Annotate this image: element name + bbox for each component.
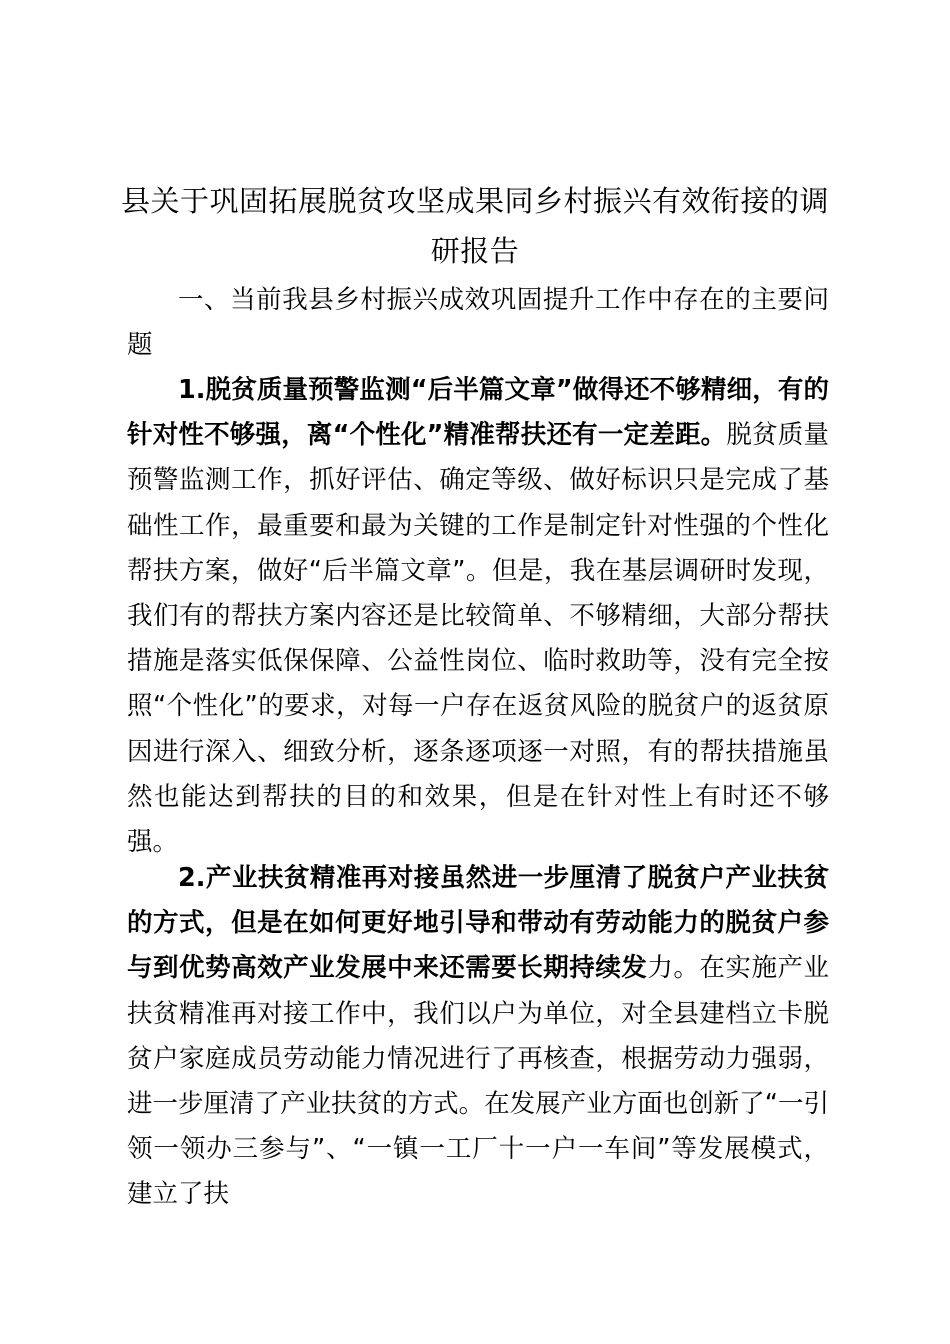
paragraph-2-lead: 2.产业扶贫精准再对接虽然进一步厘清了脱贫户产业扶贫的方式，但是在如何更好地引导和带动有劳动能力的脱贫户参与到优势高效产业发展中来还需要长期持续发 bbox=[127, 863, 829, 984]
paragraph-1-body: 脱贫质量预警监测工作，抓好评估、确定等级、做好标识只是完成了基础性工作，最重要和最为关键的工作是制定针对性强的个性化帮扶方案，做好“后半篇文章”。但是，我在基层调研时发现，我们有的帮扶方案内容还是比较简单、不够精细，大部分帮扶措施是落实低保保障、公益性岗位、临时救助等，没有完全按照“个性化”的要求，对每一户存在返贫风险的脱贫户的返贫原因进行深入、细致分析，逐条逐项逐一对照，有的帮扶措施虽然也能达到帮扶的目的和效果，但是在针对性上有时还不够强。 bbox=[127, 420, 829, 858]
paragraph-1 bbox=[127, 368, 829, 865]
section-heading: 一、当前我县乡村振兴成效巩固提升工作中存在的主要问题 bbox=[127, 285, 829, 361]
paragraph-1-lead: 1.脱贫质量预警监测“后半篇文章”做得还不够精细，有的针对性不够强，离“个性化”精准帮扶还有一定差距。 bbox=[127, 375, 829, 451]
paragraph-2-body: 力。在实施产业扶贫精准再对接工作中，我们以户为单位，对全县建档立卡脱贫户家庭成员劳动能力情况进行了再核查，根据劳动力强弱，进一步厘清了产业扶贫的方式。在发展产业方面也创新了“一引领一领办三参与”、“一镇一工厂十一户一车间”等发展模式，建立了扶 bbox=[127, 953, 829, 1210]
document-title: 县关于巩固拓展脱贫攻坚成果同乡村振兴有效衔接的调研报告 bbox=[120, 184, 829, 268]
paragraph-2 bbox=[127, 856, 829, 1218]
